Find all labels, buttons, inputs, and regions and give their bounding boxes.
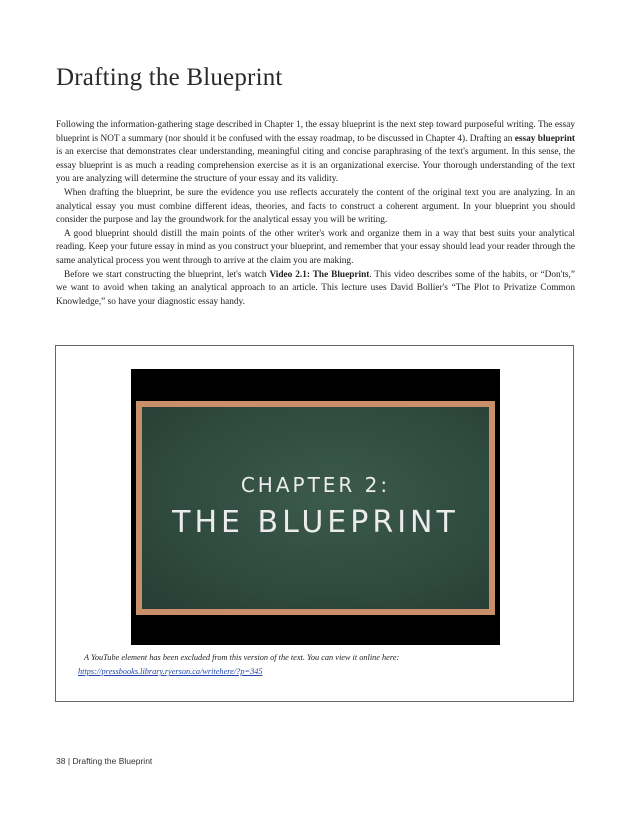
page-number: 38 <box>56 756 66 766</box>
video-embed-box <box>55 345 574 702</box>
paragraph-2: When drafting the blueprint, be sure the evidence you use reflects accurately the content of the original text you are analyzing. In an analytical essay you must combine different ideas, theories, and facts to construct a coherent argument. In your blueprint you should consider the purpose and lay the groundwork for the analytical essay you will be writing. <box>56 187 575 226</box>
chalkboard-frame <box>136 401 495 615</box>
footer-section-title: Drafting the Blueprint <box>72 756 153 766</box>
paragraph-1-text-a: Following the information-gathering stage described in Chapter 1, the essay blueprint is the next step toward purposeful writing. The essay blueprint is NOT a summary (nor should it be confused with the essay roadmap, to be discussed in Chapter 4). Drafting an <box>56 120 575 144</box>
paragraph-3: A good blueprint should distill the main points of the other writer's work and organize them in a way that best suits your analytical reading. Keep your future essay in mind as you construct your blueprint, and remember that your essay should lead your reader through the same analytical process you went through to arrive at the claim you are making. <box>56 228 575 266</box>
paragraph-1 <box>56 119 575 187</box>
chalkboard-title: THE BLUEPRINT <box>172 505 459 540</box>
paragraph-4 <box>56 269 575 310</box>
paragraph-4-text-b: . This video describes some of the habits, or “Don'ts,” we want to avoid when taking an analytical approach to an article. This lecture uses David Bollier's “The Plot to Privatize Common Knowledge,” so have your diagnostic essay handy. <box>56 269 575 307</box>
page-title: Drafting the Blueprint <box>56 64 283 91</box>
paragraph-1-text-b: is an exercise that demonstrates clear understanding, meaningful citing and concise paraphrasing of the text's argument. In this sense, the essay blueprint is as much a reading comprehension exercise as it is an organizational exercise. Your thorough understanding of the text you are analyzing will determine the structure of your essay and its validity. <box>56 147 575 185</box>
youtube-excluded-note <box>78 651 553 679</box>
page-footer <box>56 756 152 766</box>
term-essay-blueprint: essay blueprint <box>514 133 575 144</box>
chalkboard-chapter-label: CHAPTER 2: <box>240 473 391 497</box>
footer-separator: | <box>67 756 71 766</box>
video-link[interactable]: https://pressbooks.library.ryerson.ca/writehere/?p=345 <box>78 667 263 676</box>
chalkboard <box>142 407 489 609</box>
video-reference: Video 2.1: The Blueprint <box>269 269 370 280</box>
paragraph-4-text-a: Before we start constructing the blueprint, let's watch <box>64 269 270 280</box>
youtube-note-text: A YouTube element has been excluded from this version of the text. You can view it online here: <box>84 653 400 662</box>
video-thumbnail[interactable] <box>131 369 500 645</box>
body-text <box>56 119 575 309</box>
